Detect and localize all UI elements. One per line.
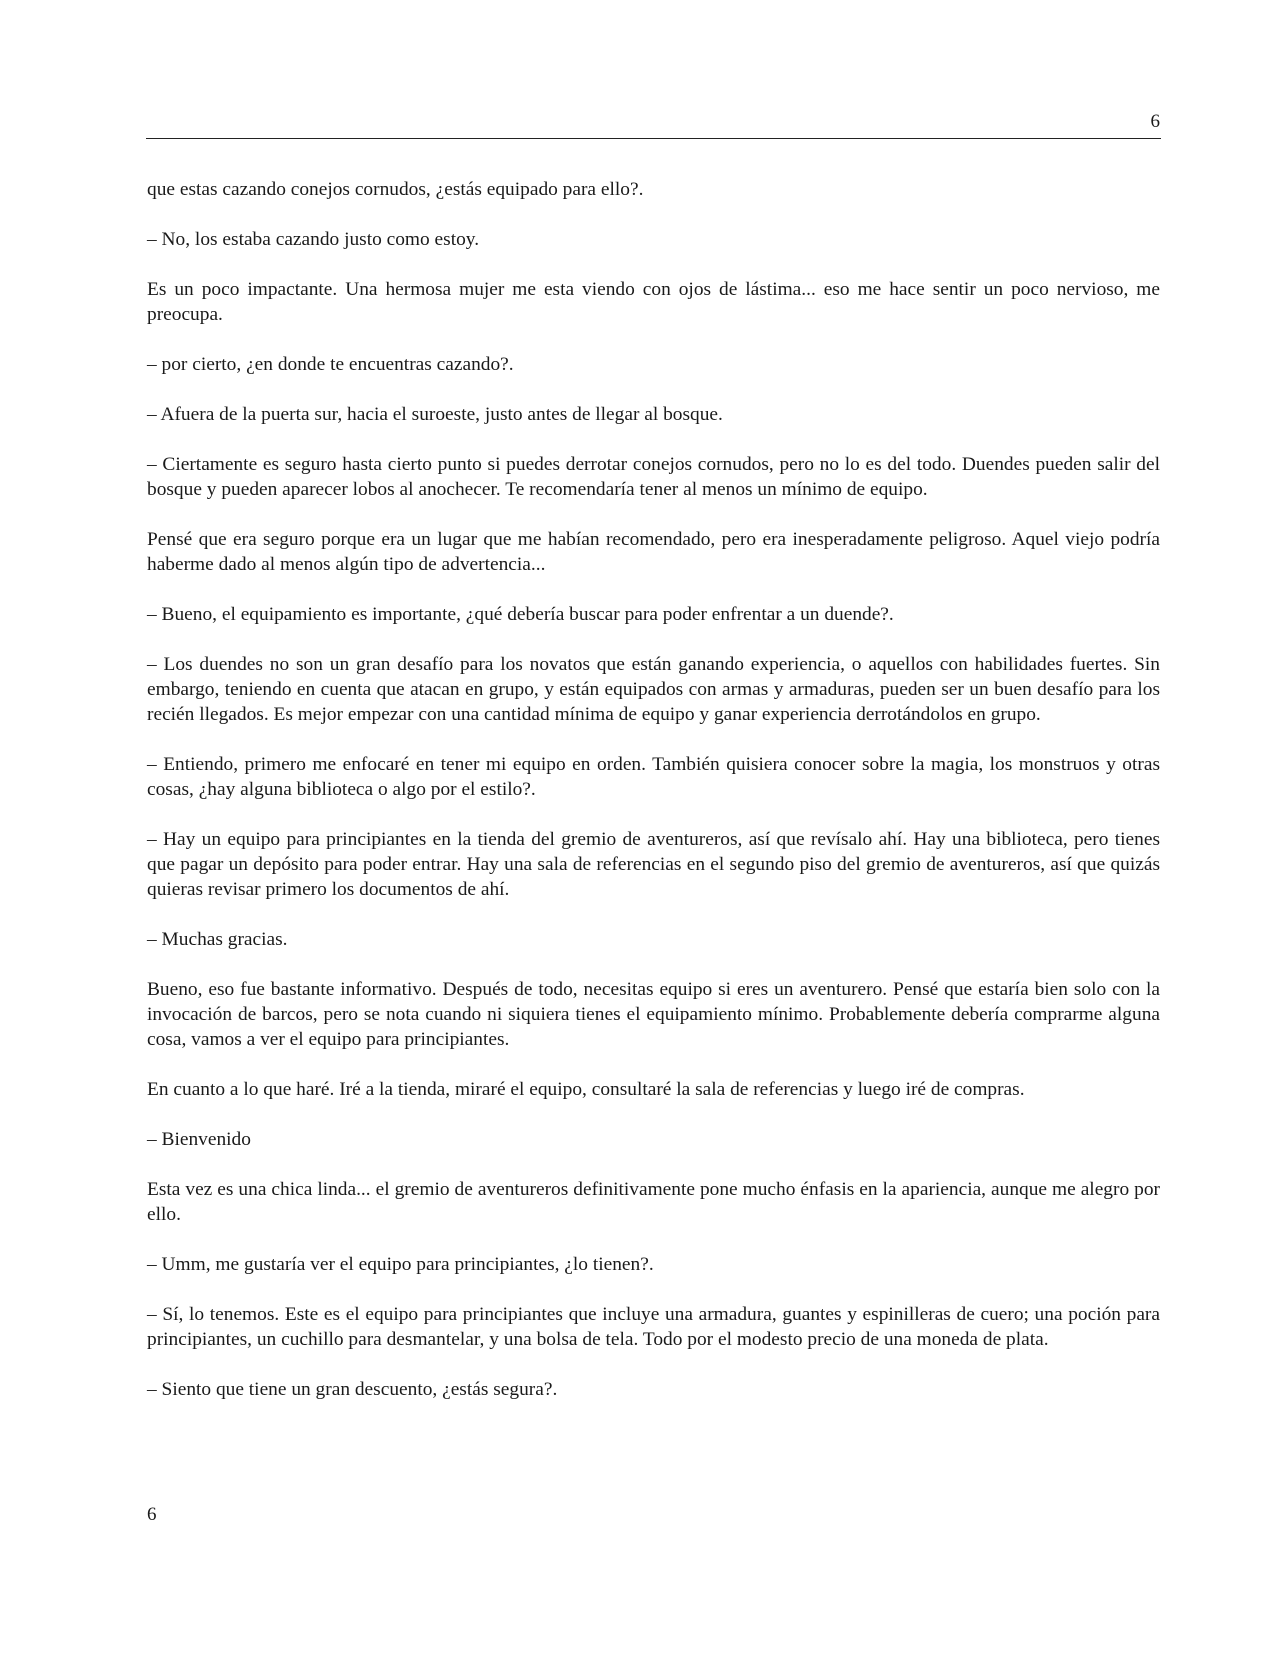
paragraph: – No, los estaba cazando justo como estoy. xyxy=(147,229,480,250)
paragraph: – Bienvenido xyxy=(147,1129,251,1150)
paragraph: Bueno, eso fue bastante informativo. Después de todo, necesitas equipo si eres un aventurero. Pensé que estaría bien solo con la invocación de barcos, pero se nota cuando ni siquiera tienes el equipamiento mínimo. Probablemente debería comprarme alguna cosa, vamos a ver el equipo para principiantes. xyxy=(147,979,1160,1050)
paragraph: – Ciertamente es seguro hasta cierto punto si puedes derrotar conejos cornudos, pero no lo es del todo. Duendes pueden salir del bosque y pueden aparecer lobos al anochecer. Te recomendaría tener al menos un mínimo de equipo. xyxy=(147,454,1160,500)
header-rule xyxy=(146,138,1161,139)
footer-page-number: 6 xyxy=(147,1504,157,1525)
paragraph: Esta vez es una chica linda... el gremio de aventureros definitivamente pone mucho énfasis en la apariencia, aunque me alegro por ello. xyxy=(147,1179,1160,1225)
paragraph: – Siento que tiene un gran descuento, ¿estás segura?. xyxy=(147,1379,558,1400)
paragraph: – Los duendes no son un gran desafío para los novatos que están ganando experiencia, o aquellos con habilidades fuertes. Sin embargo, teniendo en cuenta que atacan en grupo, y están equipados con armas y armaduras, pueden ser un buen desafío para los recién llegados. Es mejor empezar con una cantidad mínima de equipo y ganar experiencia derrotándolos en grupo. xyxy=(147,654,1160,725)
paragraph: – Sí, lo tenemos. Este es el equipo para principiantes que incluye una armadura, guantes y espinilleras de cuero; una poción para principiantes, un cuchillo para desmantelar, y una bolsa de tela. Todo por el modesto precio de una moneda de plata. xyxy=(147,1304,1160,1350)
page-body xyxy=(147,177,1160,1427)
paragraph: – por cierto, ¿en donde te encuentras cazando?. xyxy=(147,354,514,375)
header-page-number: 6 xyxy=(1150,111,1160,132)
paragraph: que estas cazando conejos cornudos, ¿estás equipado para ello?. xyxy=(147,179,644,200)
paragraph: Pensé que era seguro porque era un lugar que me habían recomendado, pero era inesperadamente peligroso. Aquel viejo podría haberme dado al menos algún tipo de advertencia... xyxy=(147,529,1160,575)
paragraph: Es un poco impactante. Una hermosa mujer me esta viendo con ojos de lástima... eso me hace sentir un poco nervioso, me preocupa. xyxy=(147,279,1160,325)
paragraph: En cuanto a lo que haré. Iré a la tienda, miraré el equipo, consultaré la sala de referencias y luego iré de compras. xyxy=(147,1079,1025,1100)
paragraph: – Entiendo, primero me enfocaré en tener mi equipo en orden. También quisiera conocer sobre la magia, los monstruos y otras cosas, ¿hay alguna biblioteca o algo por el estilo?. xyxy=(147,754,1160,800)
paragraph: – Bueno, el equipamiento es importante, ¿qué debería buscar para poder enfrentar a un duende?. xyxy=(147,604,894,625)
paragraph: – Muchas gracias. xyxy=(147,929,288,950)
paragraph: – Umm, me gustaría ver el equipo para principiantes, ¿lo tienen?. xyxy=(147,1254,654,1275)
paragraph: – Hay un equipo para principiantes en la tienda del gremio de aventureros, así que revísalo ahí. Hay una biblioteca, pero tienes que pagar un depósito para poder entrar. Hay una sala de referencias en el segundo piso del gremio de aventureros, así que quizás quieras revisar primero los documentos de ahí. xyxy=(147,829,1160,900)
paragraph: – Afuera de la puerta sur, hacia el suroeste, justo antes de llegar al bosque. xyxy=(147,404,723,425)
